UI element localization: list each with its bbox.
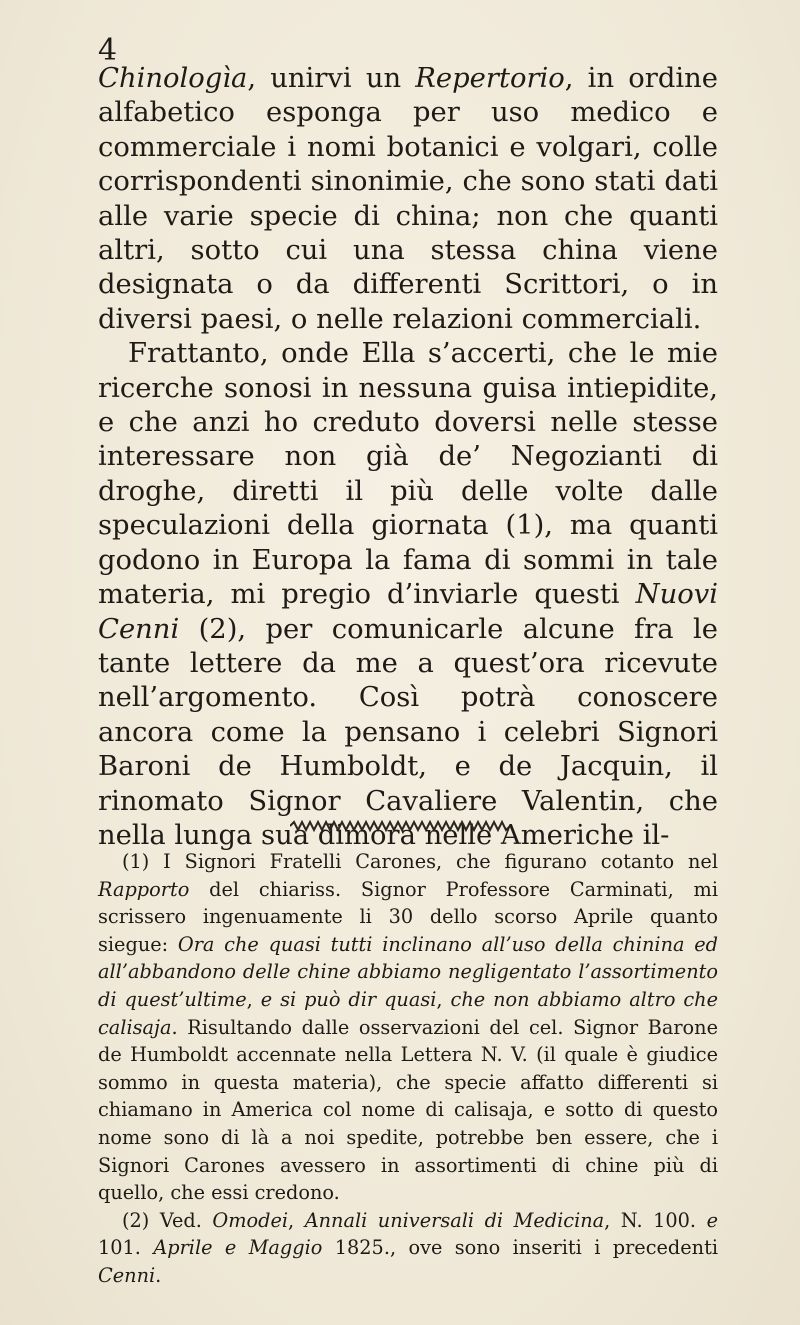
footnote-1: (1) I Signori Fratelli Carones, che figurano cotanto nel Rapporto del chiariss. Signor Professore Carminati, mi scrissero ingenuamente li 30 dello scorso Aprile quanto siegue: Ora che quasi tutti inclinano all’uso della chinina ed all’abbandono delle chine abbiamo negligentato l’assortimento di quest’ultime, e si può dir quasi, che non abbiamo altro che calisaja. Risultando dalle osservazioni del cel. Signor Barone de Humboldt accennate nella Lettera N. V. (il quale è giudice sommo in questa materia), che specie affatto differenti si chiamano in America col nome di calisaja, e sotto di questo nome sono di là a noi spedite, potrebbe ben essere, che i Signori Carones avessero in assortimenti di chine più di quello, che essi credono. <box>98 850 719 1205</box>
footnotes <box>98 848 718 1290</box>
main-text <box>98 62 718 853</box>
italic-repertorio: Repertorio <box>415 63 565 94</box>
page-number: 4 <box>98 33 118 68</box>
footnote-2: (2) Ved. Omodei, Annali universali di Medicina, N. 100. e 101. Aprile e Maggio 1825., ove sono inseriti i precedenti Cenni. <box>98 1208 718 1287</box>
paragraph-1: Chinologìa, unirvi un Repertorio, in ordine alfabetico esponga per uso medico e commerciale i nomi botanici e volgari, colle corrispondenti sinonimie, che sono stati dati alle varie specie di china; non che quanti altri, sotto cui una stessa china viene designata o da differenti Scrittori, o in diversi paesi, o nelle relazioni commerciali. <box>98 63 718 335</box>
ornamental-divider <box>290 820 510 832</box>
paragraph-2: Frattanto, onde Ella s’accerti, che le mie ricerche sonosi in nessuna guisa intiepidite, e che anzi ho creduto doversi nelle stesse interessare non già de’ Negozianti di droghe, diretti il più delle volte dalle speculazioni della giornata (1), ma quanti godono in Europa la fama di sommi in tale materia, mi pregio d’inviarle questi Nuovi Cenni (2), per comunicarle alcune fra le tante lettere da me a quest’ora ricevute nell’argomento. Così potrà conoscere ancora come la pensano i celebri Signori Baroni de Humboldt, e de Jacquin, il rinomato Signor Cavaliere Valentin, che nella lunga sua dimora nelle Americhe il- <box>98 338 718 851</box>
italic-chinologia: Chinologìa <box>98 63 248 94</box>
italic-nuovi-cenni: Nuovi Cenni <box>98 579 718 645</box>
